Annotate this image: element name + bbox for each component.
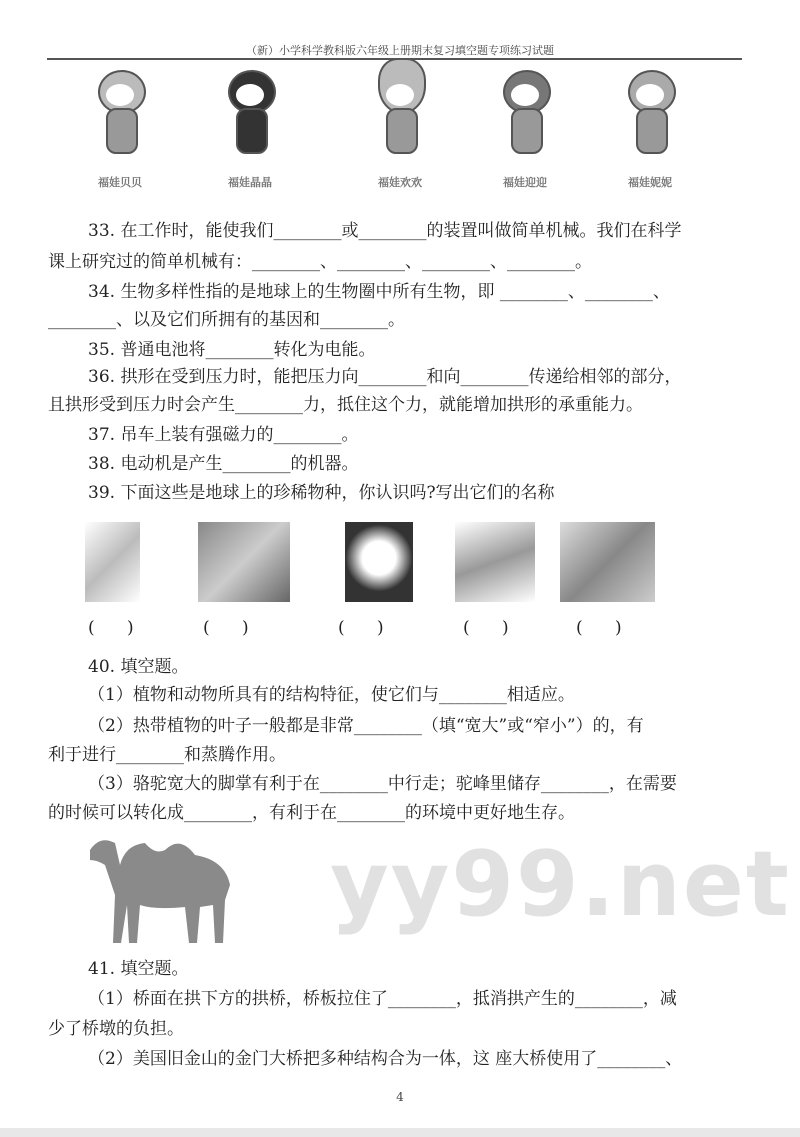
ginkgo-leaf-image xyxy=(85,522,140,602)
question-37: 37. 吊车上装有强磁力的________。 xyxy=(88,425,359,445)
dove-tree-image xyxy=(560,522,655,602)
answer-blank-3: ( ) xyxy=(338,618,384,638)
mascot-caption: 福娃迎迎 xyxy=(503,176,547,189)
question-38: 38. 电动机是产生________的机器。 xyxy=(88,454,359,474)
mascot-jingjing xyxy=(205,62,295,190)
page-number: 4 xyxy=(396,1090,404,1104)
giant-panda-image xyxy=(345,522,413,602)
question-34-line1: 34. 生物多样性指的是地球上的生物圈中所有生物，即 ________、________、 xyxy=(88,282,670,302)
answer-blank-4: ( ) xyxy=(463,618,509,638)
question-39: 39. 下面这些是地球上的珍稀物种，你认识吗?写出它们的名称 xyxy=(88,483,555,503)
mascot-nini xyxy=(605,62,695,190)
mascot-caption: 福娃欢欢 xyxy=(378,176,422,189)
question-41-part2: （2）美国旧金山的金门大桥把多种结构合为一体，这 座大桥使用了________、 xyxy=(88,1049,683,1069)
question-40-part1: （1）植物和动物所具有的结构特征，使它们与________相适应。 xyxy=(88,685,575,705)
mascot-beibei xyxy=(75,62,165,190)
question-35: 35. 普通电池将________转化为电能。 xyxy=(88,340,376,360)
antelope-image xyxy=(455,522,535,602)
question-41: 41. 填空题。 xyxy=(88,959,189,979)
question-40-part3-line1: （3）骆驼宽大的脚掌有利于在________中行走；驼峰里储存________，在需要 xyxy=(88,774,677,794)
page-header: （新）小学科学教科版六年级上册期末复习填空题专项练习试题 xyxy=(246,44,554,57)
question-41-part1-line1: （1）桥面在拱下方的拱桥，桥板拉住了________，抵消拱产生的________，减 xyxy=(88,989,677,1009)
mascot-caption: 福娃晶晶 xyxy=(228,176,272,189)
watermark: yy99.net xyxy=(330,832,791,937)
question-33-line2: 课上研究过的简单机械有：________、________、________、________。 xyxy=(48,252,592,272)
golden-monkey-image xyxy=(198,522,290,602)
mascot-caption: 福娃贝贝 xyxy=(98,176,142,189)
mascot-yingying xyxy=(480,62,570,190)
question-40: 40. 填空题。 xyxy=(88,657,189,677)
question-34-line2: ________、以及它们所拥有的基因和________。 xyxy=(48,310,405,330)
question-40-part3-line2: 的时候可以转化成________，有利于在________的环境中更好地生存。 xyxy=(48,803,575,823)
answer-blank-2: ( ) xyxy=(203,618,249,638)
answer-blank-5: ( ) xyxy=(576,618,622,638)
question-36-line1: 36. 拱形在受到压力时，能把压力向________和向________传递给相邻的部分， xyxy=(88,367,682,387)
question-36-line2: 且拱形受到压力时会产生________力，抵住这个力，就能增加拱形的承重能力。 xyxy=(48,395,643,415)
bottom-edge xyxy=(0,1128,800,1137)
camel-image xyxy=(85,825,240,945)
mascot-huanhuan xyxy=(355,62,445,190)
question-41-part1-line2: 少了桥墩的负担。 xyxy=(48,1019,184,1039)
question-40-part2-line2: 利于进行________和蒸腾作用。 xyxy=(48,745,286,765)
question-33-line1: 33. 在工作时，能使我们________或________的装置叫做简单机械。我们在科学 xyxy=(88,221,682,241)
mascot-caption: 福娃妮妮 xyxy=(628,176,672,189)
answer-blank-1: ( ) xyxy=(88,618,134,638)
question-40-part2-line1: （2）热带植物的叶子一般都是非常________（填“宽大”或“窄小”）的，有 xyxy=(88,716,644,736)
